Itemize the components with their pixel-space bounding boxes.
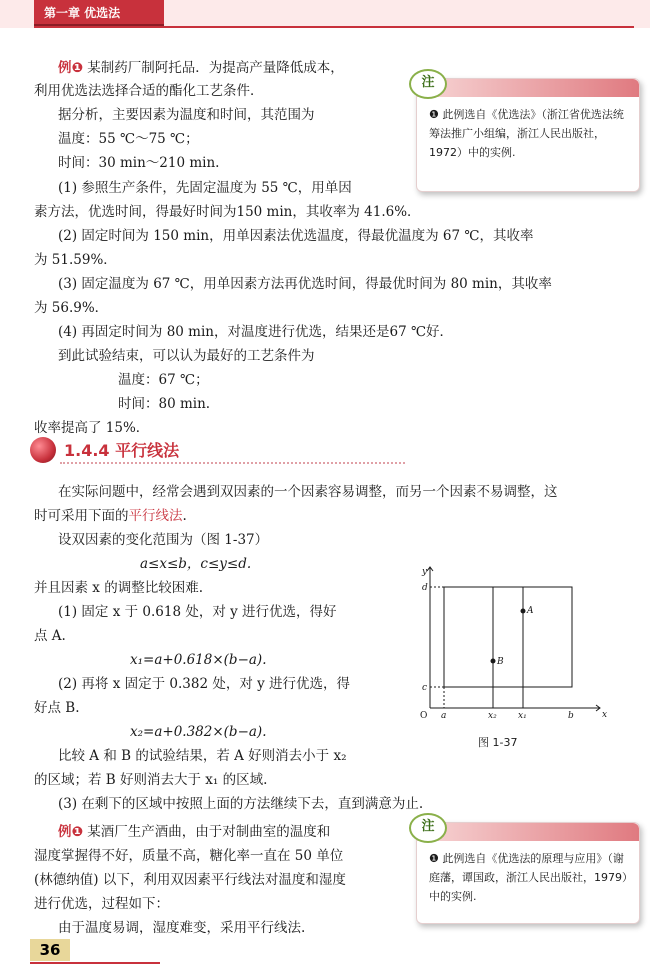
point-A <box>521 609 526 614</box>
example2-line4: 进行优选，过程如下： <box>34 896 169 912</box>
step1-line1: (1) 固定 x 于 0.618 处，对 y 进行优选，得好 <box>58 604 337 620</box>
footer-rule <box>30 962 160 964</box>
label-x: x <box>602 710 608 720</box>
key-term: 平行线法 <box>128 508 183 524</box>
compare-line1: 比较 A 和 B 的试验结果，若 A 好则消去小于 x₂ <box>58 748 347 764</box>
label-x2: x₂ <box>488 711 497 721</box>
note-tag: 注 <box>409 813 447 843</box>
step2-line2: 好点 B. <box>34 700 80 716</box>
example1-step4: (4) 再固定时间为 80 min，对温度进行优选，结果还是67 ℃好． <box>58 324 454 340</box>
section-bullet-icon <box>30 437 56 463</box>
label-y: y <box>422 567 428 577</box>
note-text: ❶ 此例选自《优选法的原理与应用》（谢庭藩，谭国政，浙江人民出版社，1979）中的实例. <box>429 852 628 903</box>
example1-best-temp: 温度：67 ℃； <box>118 372 209 388</box>
label-d: d <box>422 583 428 593</box>
example2-line1: 例❶ 某酒厂生产酒曲，由于对制曲室的温度和 <box>58 824 331 840</box>
range-formula: a≤x≤b，c≤y≤d. <box>140 556 252 572</box>
example1-step1b: 素方法，优选时间，得最好时间为150 min，其收率为 41.6%． <box>34 204 421 220</box>
label-B: B <box>497 657 504 667</box>
intro-line1: 在实际问题中，经常会遇到双因素的一个因素容易调整，而另一个因素不易调整，这 <box>58 484 558 500</box>
formula-x1: x₁=a+0.618×(b−a). <box>130 652 267 668</box>
label-c: c <box>422 683 428 693</box>
step3: (3) 在剩下的区域中按照上面的方法继续下去，直到满意为止. <box>58 796 424 812</box>
note-tag: 注 <box>409 69 447 99</box>
compare-line2: 的区域；若 B 好则消去大于 x₁ 的区域. <box>34 772 268 788</box>
example1-best-time: 时间：80 min. <box>118 396 211 412</box>
label-a: a <box>441 711 447 721</box>
formula-x2: x₂=a+0.382×(b−a). <box>130 724 267 740</box>
example1-step3b: 为 56.9%． <box>34 300 109 316</box>
range-intro: 设双因素的变化范围为（图 1-37） <box>58 532 269 548</box>
section-divider <box>60 462 405 464</box>
example1-yield: 收率提高了 15%． <box>34 420 150 436</box>
note-header <box>417 79 639 97</box>
example1-line2: 利用优选法选择合适的酯化工艺条件． <box>34 83 264 99</box>
example1-time-range: 时间：30 min～210 min. <box>58 155 220 171</box>
section-title: 1.4.4 平行线法 <box>64 441 180 460</box>
example2-line5: 由于温度易调，湿度难变，采用平行线法. <box>58 920 306 936</box>
page-number: 36 <box>30 939 70 961</box>
example1-temp-range: 温度：55 ℃～75 ℃； <box>58 131 199 147</box>
region-rect <box>444 587 572 687</box>
note-header <box>417 823 639 841</box>
example2-line3: (林德纳值) 以下，利用双因素平行线法对温度和湿度 <box>34 872 346 888</box>
step1-line2: 点 A. <box>34 628 66 644</box>
example1-step2b: 为 51.59%． <box>34 252 117 268</box>
example1-line1: 例❶ 某制药厂制阿托品．为提高产量降低成本， <box>58 60 344 76</box>
label-b: b <box>568 711 574 721</box>
note-text: ❶ 此例选自《优选法》（浙江省优选法统筹法推广小组编，浙江人民出版社，1972）中的实例. <box>429 108 624 159</box>
example2-label: 例❶ <box>58 824 83 840</box>
figure-caption: 图 1-37 <box>478 736 518 749</box>
chapter-title: 第一章 优选法 <box>34 0 164 26</box>
step2-line1: (2) 再将 x 固定于 0.382 处，对 y 进行优选，得 <box>58 676 351 692</box>
example1-label: 例❶ <box>58 60 83 76</box>
label-x1: x₁ <box>518 711 527 721</box>
example1-conclusion: 到此试验结束，可以认为最好的工艺条件为 <box>58 348 315 364</box>
hard-factor: 并且因素 x 的调整比较困难. <box>34 580 203 596</box>
example1-step2a: (2) 固定时间为 150 min，用单因素法优选温度，得最优温度为 67 ℃，其收率 <box>58 228 534 244</box>
side-note-1 <box>416 75 640 192</box>
side-note-2 <box>416 819 640 924</box>
intro-line2: 时可采用下面的平行线法. <box>34 508 187 524</box>
example2-line2: 湿度掌握得不好，质量不高，糖化率一直在 50 单位 <box>34 848 344 864</box>
label-A: A <box>527 606 534 616</box>
example1-step3a: (3) 固定温度为 67 ℃，用单因素方法再优选时间，得最优时间为 80 min，其收率 <box>58 276 552 292</box>
example1-line3: 据分析，主要因素为温度和时间，其范围为 <box>58 107 315 123</box>
point-B <box>491 659 496 664</box>
example1-step1a: (1) 参照生产条件，先固定温度为 55 ℃，用单因 <box>58 180 352 196</box>
label-origin: O <box>420 711 428 721</box>
figure-1-37 <box>410 565 610 725</box>
header-rule <box>34 26 634 28</box>
